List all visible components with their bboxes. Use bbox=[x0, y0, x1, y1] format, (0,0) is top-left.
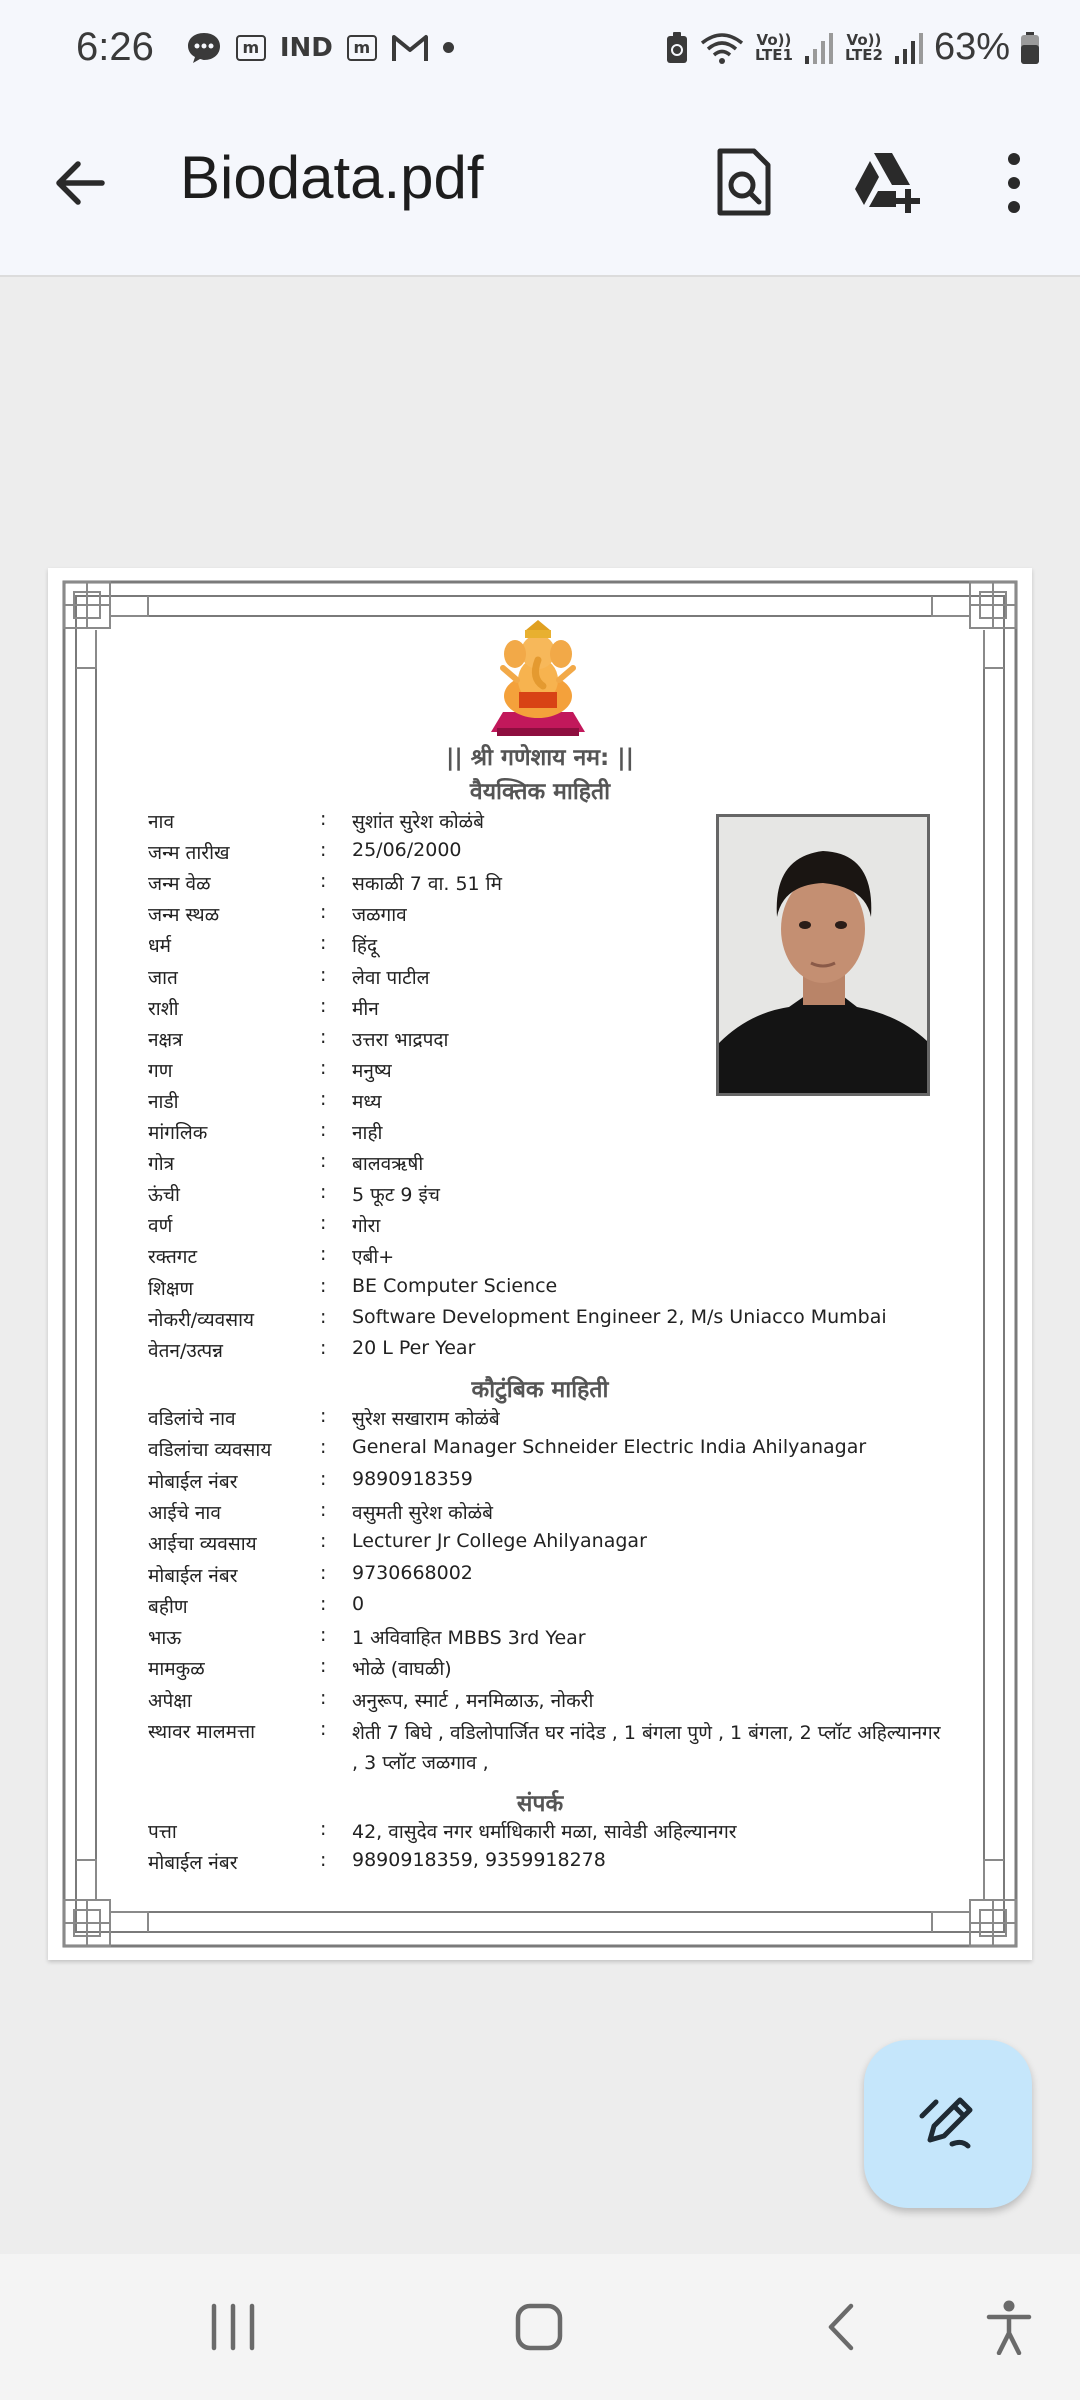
detail-label: जन्म वेळ bbox=[148, 873, 211, 896]
detail-label: जात bbox=[148, 966, 178, 989]
detail-label: रक्तगट bbox=[148, 1246, 198, 1269]
gmail-icon bbox=[391, 33, 429, 63]
detail-colon: : bbox=[320, 1436, 327, 1459]
detail-value: 42, वासुदेव नगर धर्माधिकारी मळा, सावेडी अहिल्यानगर bbox=[352, 1821, 737, 1843]
detail-value: वसुमती सुरेश कोळंबे bbox=[352, 1501, 493, 1524]
detail-value: जळगाव bbox=[352, 904, 407, 927]
shloka-heading: || श्री गणेशाय नम: || bbox=[445, 745, 635, 771]
detail-value: एबी+ bbox=[352, 1246, 395, 1269]
detail-colon: : bbox=[320, 1849, 327, 1871]
signal-sim1-icon bbox=[804, 32, 834, 64]
detail-colon: : bbox=[320, 1624, 327, 1647]
detail-label: वडिलांचे नाव bbox=[148, 1408, 236, 1430]
detail-label: मोबाईल नंबर bbox=[148, 1852, 238, 1874]
detail-colon: : bbox=[320, 1305, 327, 1328]
detail-value: मनुष्य bbox=[352, 1059, 392, 1082]
pdf-page[interactable] bbox=[48, 568, 1032, 1960]
detail-value: 5 फूट 9 इंच bbox=[352, 1184, 440, 1207]
recent-apps-icon[interactable] bbox=[200, 2294, 266, 2360]
detail-colon: : bbox=[320, 1087, 327, 1110]
detail-colon: : bbox=[320, 1467, 327, 1490]
detail-value: 9890918359, 9359918278 bbox=[352, 1849, 606, 1871]
battery-saver-icon bbox=[664, 31, 690, 65]
detail-value: गोरा bbox=[352, 1215, 381, 1238]
section-personal-title: वैयक्तिक माहिती bbox=[469, 779, 611, 805]
chat-bubble-icon bbox=[186, 31, 222, 65]
detail-colon: : bbox=[320, 1592, 327, 1615]
detail-value: 9890918359 bbox=[352, 1467, 473, 1490]
detail-colon: : bbox=[320, 1212, 327, 1235]
detail-value: Software Development Engineer 2, M/s Uniacco Mumbai bbox=[352, 1305, 887, 1328]
detail-colon: : bbox=[320, 1718, 327, 1740]
status-time: 6:26 bbox=[76, 25, 154, 69]
profile-photo bbox=[716, 814, 930, 1096]
detail-colon: : bbox=[320, 808, 327, 830]
battery-percent: 63% bbox=[933, 26, 1010, 68]
detail-value: भोळे (वाघळी) bbox=[352, 1658, 452, 1681]
detail-label: बहीण bbox=[148, 1595, 188, 1618]
detail-label: आईचे नाव bbox=[148, 1501, 221, 1524]
detail-label: गण bbox=[148, 1059, 173, 1082]
detail-colon: : bbox=[320, 994, 327, 1017]
detail-label: अपेक्षा bbox=[148, 1689, 192, 1712]
detail-colon: : bbox=[320, 1498, 327, 1521]
detail-colon: : bbox=[320, 1056, 327, 1079]
detail-colon: : bbox=[320, 1405, 327, 1427]
notification-m-icon: m bbox=[236, 35, 266, 61]
detail-colon: : bbox=[320, 901, 327, 924]
detail-label: मांगलिक bbox=[148, 1122, 208, 1144]
detail-label: आईचा व्यवसाय bbox=[148, 1533, 257, 1556]
detail-colon: : bbox=[320, 839, 327, 862]
detail-value: 1 अविवाहित MBBS 3rd Year bbox=[352, 1627, 586, 1650]
section-family-title: कौटुंबिक माहिती bbox=[471, 1377, 609, 1403]
detail-value: 20 L Per Year bbox=[352, 1336, 476, 1359]
wifi-icon bbox=[700, 31, 744, 65]
detail-label: धर्म bbox=[148, 935, 172, 958]
detail-colon: : bbox=[320, 1150, 327, 1173]
detail-colon: : bbox=[320, 1243, 327, 1266]
find-in-document-icon[interactable] bbox=[712, 147, 776, 219]
detail-colon: : bbox=[320, 1530, 327, 1553]
detail-label: गोत्र bbox=[148, 1153, 175, 1176]
detail-value: शेती 7 बिघे , वडिलोपार्जित घर नांदेड , 1 बंगला पुणे , 1 बंगला, 2 प्लॉट अहिल्यानगर , 3 प्लॉट जळगाव , bbox=[352, 1722, 941, 1774]
detail-value: General Manager Schneider Electric India Ahilyanagar bbox=[352, 1436, 867, 1459]
detail-value: बालवऋषी bbox=[352, 1153, 424, 1176]
status-bar bbox=[0, 0, 1080, 95]
detail-colon: : bbox=[320, 1561, 327, 1584]
detail-colon: : bbox=[320, 1818, 327, 1840]
document-title: Biodata.pdf bbox=[180, 144, 484, 211]
back-icon[interactable] bbox=[808, 2294, 874, 2360]
add-to-drive-icon[interactable] bbox=[852, 149, 922, 215]
ind-app-icon: IND bbox=[279, 32, 333, 63]
detail-colon: : bbox=[320, 1655, 327, 1678]
edit-fab-button[interactable] bbox=[864, 2040, 1032, 2208]
biodata-document bbox=[48, 568, 1032, 1960]
detail-label: पत्ता bbox=[148, 1821, 177, 1843]
more-vert-icon[interactable] bbox=[998, 147, 1030, 219]
section-contact-title: संपर्क bbox=[516, 1791, 564, 1817]
ganesha-image bbox=[483, 620, 593, 738]
detail-label: वर्ण bbox=[148, 1215, 173, 1238]
sim1-label: Vo)) LTE1 bbox=[754, 30, 793, 64]
detail-value: BE Computer Science bbox=[352, 1274, 558, 1297]
detail-label: मोबाईल नंबर bbox=[148, 1470, 238, 1493]
app-bar bbox=[0, 95, 1080, 277]
system-nav-bar bbox=[0, 2254, 1080, 2400]
detail-value: 25/06/2000 bbox=[352, 839, 462, 862]
detail-colon: : bbox=[320, 1181, 327, 1204]
detail-colon: : bbox=[320, 1686, 327, 1709]
detail-label: नोकरी/व्यवसाय bbox=[148, 1308, 255, 1331]
accessibility-icon[interactable] bbox=[976, 2294, 1042, 2360]
detail-label: जन्म तारीख bbox=[148, 842, 230, 865]
sim2-label: Vo)) LTE2 bbox=[844, 30, 883, 64]
detail-label: नाडी bbox=[148, 1090, 179, 1113]
detail-label: मामकुळ bbox=[148, 1658, 205, 1681]
detail-value: Lecturer Jr College Ahilyanagar bbox=[352, 1530, 647, 1553]
detail-value: लेवा पाटील bbox=[352, 966, 430, 989]
battery-icon bbox=[1020, 31, 1040, 65]
detail-value: उत्तरा भाद्रपदा bbox=[352, 1028, 449, 1051]
detail-value: सकाळी 7 वा. 51 मि bbox=[352, 873, 502, 896]
more-notifications-dot-icon bbox=[443, 42, 454, 53]
edit-pen-icon bbox=[916, 2090, 980, 2158]
detail-label: वडिलांचा व्यवसाय bbox=[148, 1439, 272, 1462]
detail-label: नाव bbox=[148, 811, 175, 833]
detail-value: अनुरूप, स्मार्ट , मनमिळाऊ, नोकरी bbox=[352, 1689, 594, 1712]
home-icon[interactable] bbox=[506, 2294, 572, 2360]
detail-colon: : bbox=[320, 932, 327, 955]
detail-colon: : bbox=[320, 963, 327, 986]
detail-colon: : bbox=[320, 870, 327, 893]
detail-label: वेतन/उत्पन्न bbox=[148, 1339, 223, 1362]
detail-value: हिंदू bbox=[352, 935, 378, 958]
detail-colon: : bbox=[320, 1025, 327, 1048]
detail-value: सुशांत सुरेश कोळंबे bbox=[352, 811, 484, 833]
detail-value: 0 bbox=[352, 1592, 365, 1615]
detail-label: शिक्षण bbox=[148, 1277, 194, 1300]
detail-colon: : bbox=[320, 1336, 327, 1359]
notification-m-icon-2: m bbox=[347, 35, 377, 61]
signal-sim2-icon bbox=[894, 32, 924, 64]
detail-label: राशी bbox=[148, 997, 179, 1020]
detail-value: मध्य bbox=[352, 1090, 382, 1113]
detail-colon: : bbox=[320, 1119, 327, 1141]
detail-label: नक्षत्र bbox=[148, 1028, 183, 1051]
detail-label: मोबाईल नंबर bbox=[148, 1564, 238, 1587]
detail-value: नाही bbox=[352, 1122, 383, 1144]
detail-label: स्थावर मालमत्ता bbox=[148, 1721, 256, 1743]
detail-label: भाऊ bbox=[148, 1627, 182, 1650]
detail-colon: : bbox=[320, 1274, 327, 1297]
detail-value: 9730668002 bbox=[352, 1561, 473, 1584]
back-arrow-icon[interactable] bbox=[50, 153, 110, 213]
detail-value: मीन bbox=[352, 997, 379, 1020]
detail-label: ऊंची bbox=[148, 1184, 180, 1207]
detail-label: जन्म स्थळ bbox=[148, 904, 220, 927]
detail-value: सुरेश सखाराम कोळंबे bbox=[352, 1408, 500, 1430]
